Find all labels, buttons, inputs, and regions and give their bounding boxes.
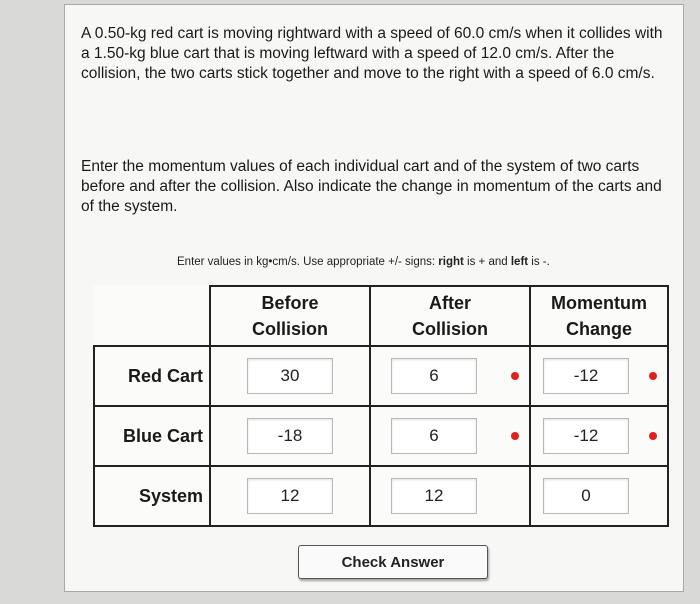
cell-blue-change [530,406,668,466]
cell-system-before [210,466,370,526]
red-after-input[interactable]: 6 [391,358,477,394]
check-answer-button[interactable]: Check Answer [298,545,488,579]
problem-statement: A 0.50-kg red cart is moving rightward with a speed of 60.0 cm/s when it collides with a 1.50-kg blue cart that is moving leftward with a speed of 12.0 cm/s. After the collision, the two carts stick together and move to the right with a speed of 6.0 cm/s. [81,25,663,82]
table-row-system [94,466,668,526]
cell-blue-before [210,406,370,466]
row-label-blue-cart: Blue Cart [94,406,210,466]
incorrect-marker-icon [511,372,519,380]
incorrect-marker-icon [649,432,657,440]
cell-system-change [530,466,668,526]
momentum-table [93,285,669,527]
cell-red-change [530,346,668,406]
question-panel [64,4,684,592]
cell-red-before [210,346,370,406]
system-change-input[interactable]: 0 [543,478,629,514]
problem-instructions: Enter the momentum values of each individual cart and of the system of two carts before and after the collision. Also indicate the change in momentum of the carts and of the system. [81,158,662,215]
row-label-system: System [94,466,210,526]
header-momentum-change: Momentum Change [530,286,668,346]
system-before-input[interactable]: 12 [247,478,333,514]
cell-blue-after [370,406,530,466]
header-before-collision: Before Collision [210,286,370,346]
table-corner [94,286,210,346]
cell-red-after [370,346,530,406]
header-after-collision: After Collision [370,286,530,346]
red-before-input[interactable]: 30 [247,358,333,394]
units-note: Enter values in kg•cm/s. Use appropriate +/- signs: right is + and left is -. [177,256,550,268]
table-row-blue-cart [94,406,668,466]
table-row-red-cart [94,346,668,406]
incorrect-marker-icon [649,372,657,380]
blue-before-input[interactable]: -18 [247,418,333,454]
cell-system-after [370,466,530,526]
row-label-red-cart: Red Cart [94,346,210,406]
red-change-input[interactable]: -12 [543,358,629,394]
system-after-input[interactable]: 12 [391,478,477,514]
blue-change-input[interactable]: -12 [543,418,629,454]
blue-after-input[interactable]: 6 [391,418,477,454]
incorrect-marker-icon [511,432,519,440]
